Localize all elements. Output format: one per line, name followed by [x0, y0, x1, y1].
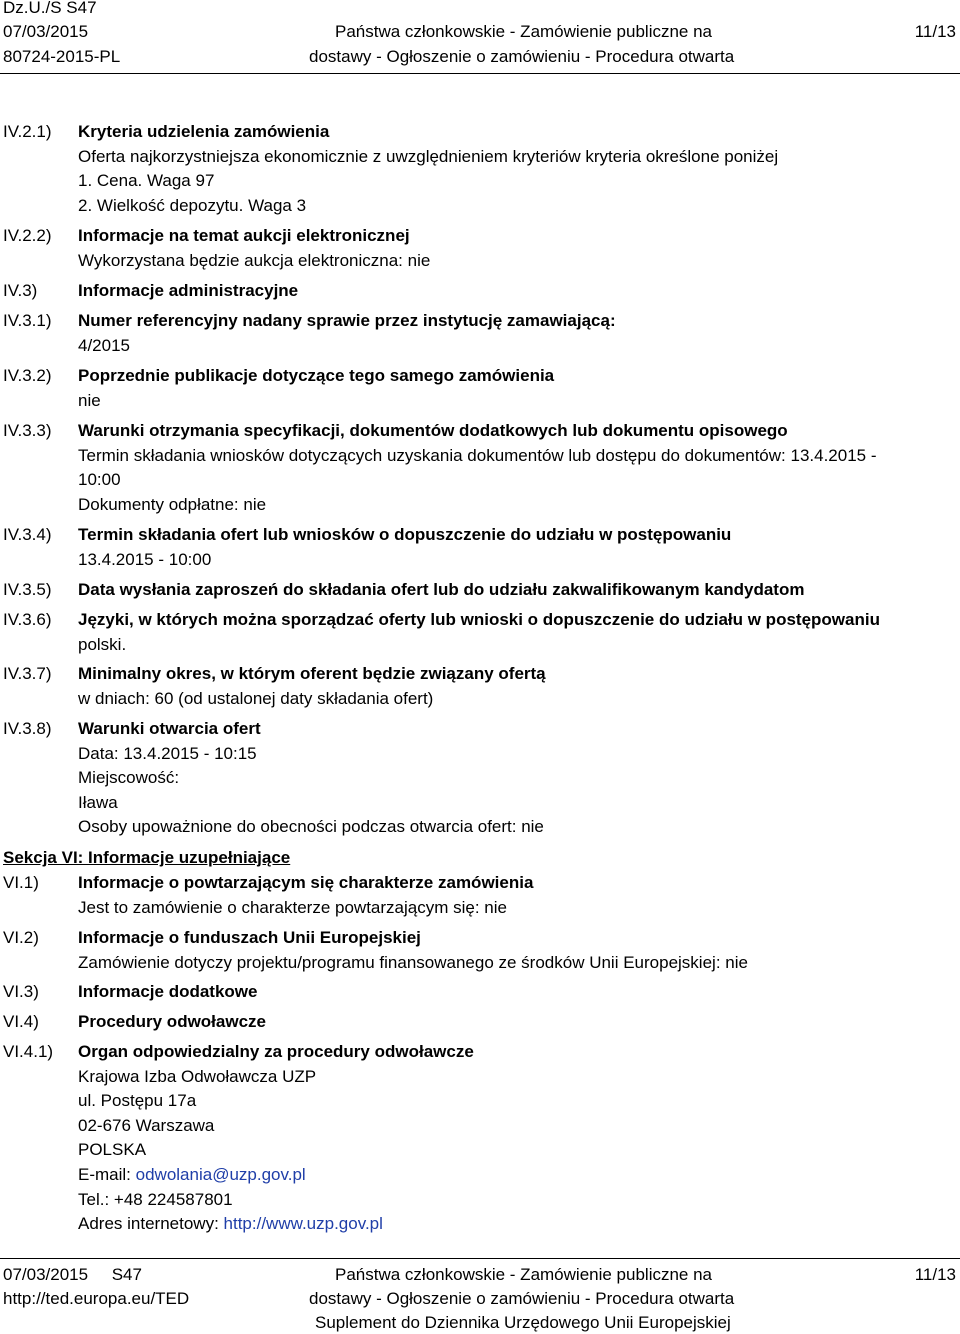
item-title: Informacje administracyjne: [78, 281, 299, 300]
item-line: 2. Wielkość depozytu. Waga 3: [78, 195, 307, 215]
item-title: Informacje o powtarzającym się charakterze zamówienia: [78, 873, 534, 892]
item-title: Poprzednie publikacje dotyczące tego samego zamówienia: [78, 366, 555, 385]
item-line: ul. Postępu 17a: [78, 1091, 197, 1111]
item-title: Data wysłania zaproszeń do składania ofert lub do udziału zakwalifikowanym kandydatom: [78, 580, 805, 599]
email-label: E-mail:: [78, 1164, 131, 1184]
item-number: VI.3): [3, 982, 39, 1001]
item-line: 4/2015: [78, 335, 130, 355]
item-line: 10:00: [78, 470, 121, 490]
item-line: Data: 13.4.2015 - 10:15: [78, 743, 257, 763]
item-line: nie: [78, 390, 101, 410]
item-title: Języki, w których można sporządzać oferty lub wnioski o dopuszczenie do udziału w postępowaniu: [78, 610, 880, 629]
header-ref: 80724-2015-PL: [3, 47, 121, 66]
item-title: Procedury odwoławcze: [78, 1012, 266, 1031]
header-title-line2: dostawy - Ogłoszenie o zamówieniu - Procedura otwarta: [309, 47, 735, 66]
footer-title-line1: Państwa członkowskie - Zamówienie publiczne na: [335, 1265, 713, 1284]
item-number: IV.2.2): [3, 226, 52, 245]
item-title: Informacje dodatkowe: [78, 982, 258, 1001]
footer-page: 11/13: [914, 1265, 956, 1284]
item-number: IV.3): [3, 281, 38, 300]
item-title: Organ odpowiedzialny za procedury odwoławcze: [78, 1042, 474, 1061]
item-line: Oferta najkorzystniejsza ekonomicznie z uwzględnieniem kryteriów kryteria określone poniżej: [78, 146, 779, 166]
journal-id: Dz.U./S S47: [3, 0, 97, 17]
item-number: VI.4): [3, 1012, 39, 1031]
item-title: Informacje na temat aukcji elektronicznej: [78, 226, 410, 245]
item-line: w dniach: 60 (od ustalonej daty składania ofert): [78, 688, 434, 708]
item-line: 02-676 Warszawa: [78, 1115, 215, 1135]
footer-title-line2: dostawy - Ogłoszenie o zamówieniu - Procedura otwarta: [309, 1289, 735, 1308]
item-line: Dokumenty odpłatne: nie: [78, 494, 267, 514]
web-link[interactable]: http://www.uzp.gov.pl: [223, 1214, 383, 1234]
item-title: Informacje o funduszach Unii Europejskiej: [78, 928, 421, 947]
item-line: Iława: [78, 792, 118, 812]
item-title: Warunki otrzymania specyfikacji, dokumentów dodatkowych lub dokumentu opisowego: [78, 421, 788, 440]
header-rule: [0, 73, 960, 74]
header-date: 07/03/2015: [3, 22, 89, 41]
email-line: [78, 1163, 948, 1188]
footer-url[interactable]: http://ted.europa.eu/TED: [3, 1289, 190, 1308]
footer-date-series: [3, 1265, 142, 1285]
item-number: VI.4.1): [3, 1042, 54, 1061]
email-link[interactable]: odwolania@uzp.gov.pl: [135, 1164, 306, 1184]
web-label: Adres internetowy:: [78, 1214, 219, 1234]
item-line: Zamówienie dotyczy projektu/programu finansowanego ze środków Unii Europejskiej: nie: [78, 952, 748, 972]
item-line: 1. Cena. Waga 97: [78, 171, 215, 191]
item-title: Numer referencyjny nadany sprawie przez instytucję zamawiającą:: [78, 311, 616, 330]
item-line: Wykorzystana będzie aukcja elektroniczna: nie: [78, 250, 431, 270]
item-line: polski.: [78, 634, 127, 654]
header-title-line1: Państwa członkowskie - Zamówienie publiczne na: [335, 22, 713, 41]
item-line: Krajowa Izba Odwoławcza UZP: [78, 1066, 317, 1086]
item-line: POLSKA: [78, 1140, 147, 1160]
tel-line: Tel.: +48 224587801: [78, 1189, 233, 1209]
item-number: IV.3.8): [3, 719, 52, 738]
item-number: IV.2.1): [3, 122, 52, 141]
footer-rule: [0, 1258, 960, 1259]
item-line: Osoby upoważnione do obecności podczas otwarcia ofert: nie: [78, 817, 544, 837]
footer-title-line3: Suplement do Dziennika Urzędowego Unii Europejskiej: [315, 1313, 731, 1332]
footer-date: 07/03/2015: [3, 1265, 89, 1284]
item-line: Miejscowość:: [78, 768, 180, 788]
item-number: IV.3.2): [3, 366, 52, 385]
item-line: 13.4.2015 - 10:00: [78, 549, 212, 569]
item-number: IV.3.3): [3, 421, 52, 440]
item-line: Jest to zamówienie o charakterze powtarzającym się: nie: [78, 897, 507, 917]
item-title: Kryteria udzielenia zamówienia: [78, 122, 330, 141]
item-number: VI.2): [3, 928, 39, 947]
item-number: VI.1): [3, 873, 39, 892]
item-number: IV.3.5): [3, 580, 52, 599]
item-title: Termin składania ofert lub wniosków o dopuszczenie do udziału w postępowaniu: [78, 525, 732, 544]
footer-series: S47: [111, 1265, 142, 1284]
web-line: [78, 1212, 948, 1237]
item-title: Warunki otwarcia ofert: [78, 719, 261, 738]
item-title: Minimalny okres, w którym oferent będzie związany ofertą: [78, 664, 546, 683]
item-number: IV.3.7): [3, 664, 52, 683]
item-number: IV.3.4): [3, 525, 52, 544]
section-vi-heading: Sekcja VI: Informacje uzupełniające: [3, 848, 291, 867]
item-number: IV.3.6): [3, 610, 52, 629]
item-number: IV.3.1): [3, 311, 52, 330]
header-page: 11/13: [914, 22, 956, 41]
item-line: Termin składania wniosków dotyczących uzyskania dokumentów lub dostępu do dokumentów: 13.4.2015 -: [78, 445, 877, 465]
